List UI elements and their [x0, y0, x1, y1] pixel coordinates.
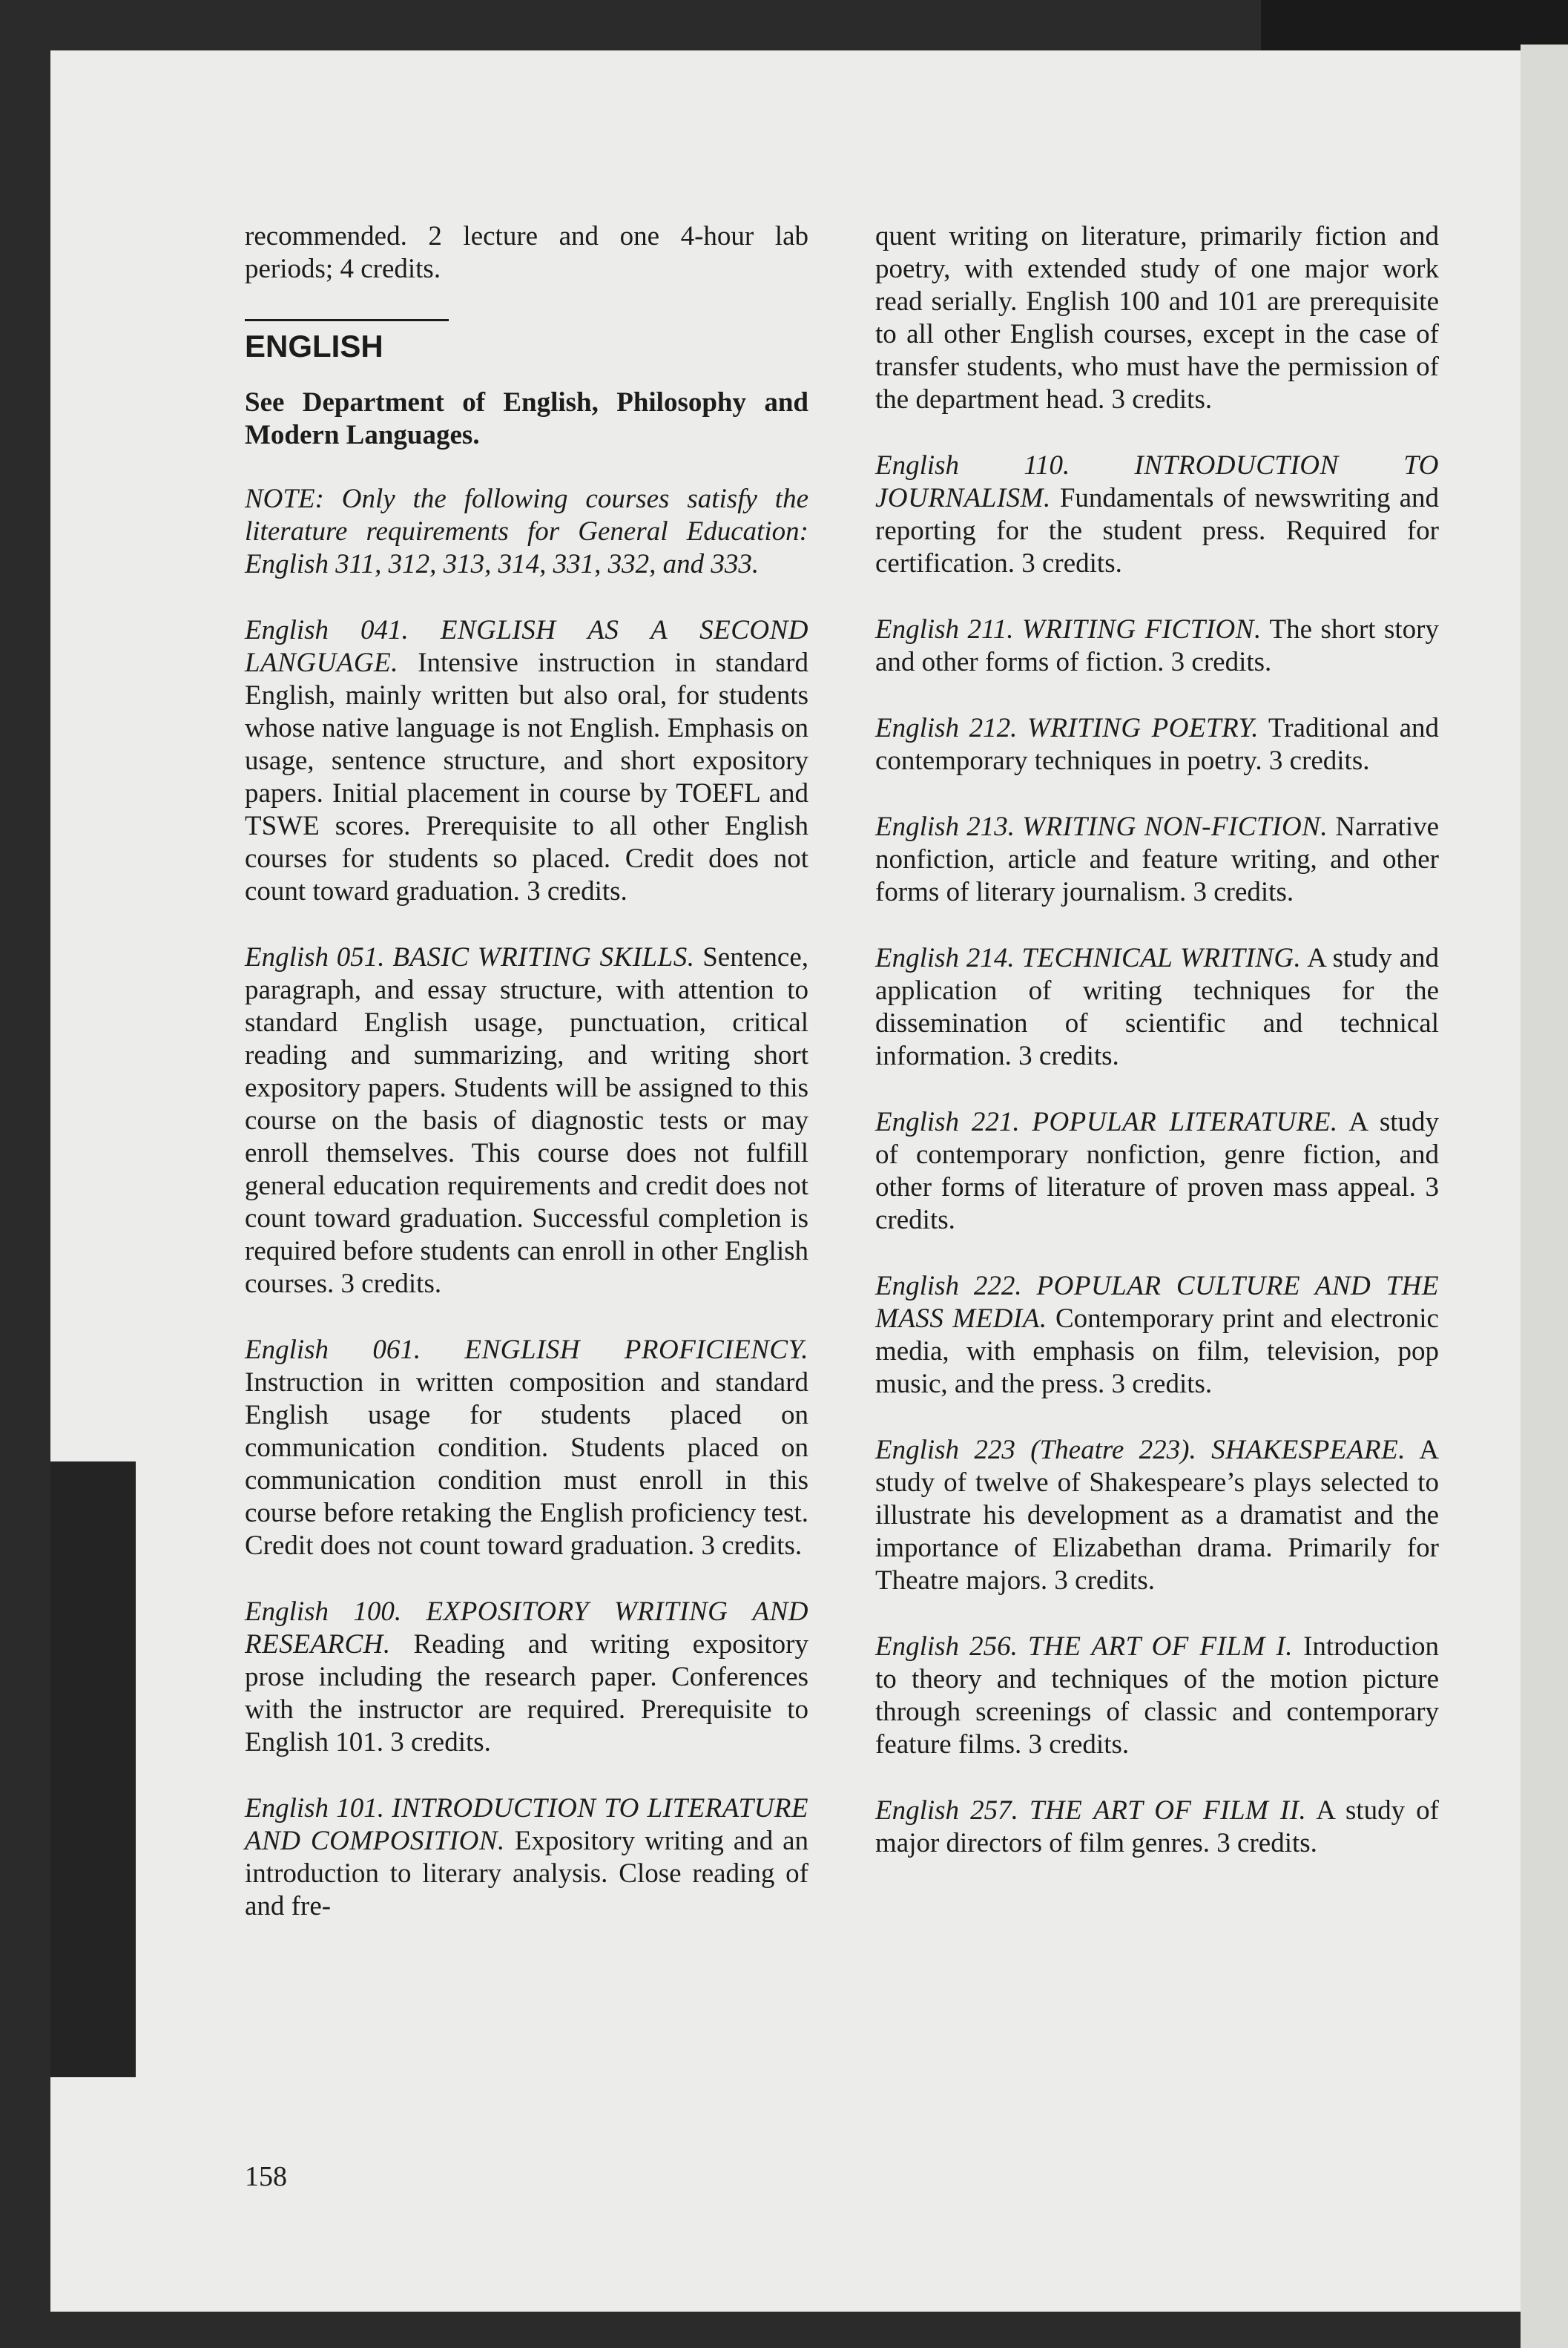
- course-entry: [245, 1792, 808, 1923]
- course-number: English 101.: [245, 1793, 385, 1824]
- scan-border: [1261, 0, 1568, 50]
- course-entry: [245, 1334, 808, 1562]
- course-entry: [875, 614, 1439, 679]
- course-title: POPULAR CULTURE AND THE MASS MEDIA.: [875, 1271, 1439, 1334]
- course-number: English 051.: [245, 942, 385, 973]
- course-description: Sentence, paragraph, and essay structure, with attention to standard English usage, punctuation, critical reading and summarizing, and writing short expository papers. Students will be assigned to this course on the basis of diagnostic tests or may enroll themselves. This course does not fulfill general education requirements and credit does not count toward graduation. Successful completion is required before students can enroll in other English courses. 3 credits.: [245, 942, 809, 1299]
- course-entry: [875, 1434, 1439, 1597]
- course-description: Contemporary print and electronic media, with emphasis on film, television, pop music, and the press. 3 credits.: [875, 1303, 1439, 1399]
- left-column: [245, 220, 808, 1956]
- course-number: English 213.: [875, 812, 1015, 842]
- course-title: EXPOSITORY WRITING AND RESEARCH.: [245, 1596, 809, 1660]
- page-number: 158: [245, 2161, 287, 2192]
- gen-ed-note: NOTE: Only the following courses satisfy the literature requirements for General Education: English 311, 312, 313, 314, 331, 332, and 333.: [245, 484, 808, 579]
- course-title: THE ART OF FILM I.: [1028, 1631, 1293, 1662]
- course-title: INTRODUCTION TO JOURNALISM.: [875, 450, 1439, 513]
- course-title: TECHNICAL WRITING.: [1021, 943, 1302, 973]
- course-title: BASIC WRITING SKILLS.: [392, 942, 695, 973]
- course-description: Reading and writing expository prose including the research paper. Conferences with the instructor are required. Prerequisite to English 101. 3 credits.: [245, 1629, 809, 1757]
- course-entry: [875, 1795, 1439, 1860]
- course-entry: [245, 1596, 808, 1759]
- right-column: [875, 220, 1439, 1893]
- continuation-text: quent writing on literature, primarily fiction and poetry, with extended study of one major work read serially. English 100 and 101 are prerequisite to all other English courses, except in the case of transfer students, who must have the permission of the department head. 3 credits.: [875, 221, 1439, 415]
- course-number: English 256.: [875, 1631, 1018, 1662]
- course-description: The short story and other forms of fiction. 3 credits.: [875, 614, 1439, 677]
- thumb-index-tab: [50, 1461, 136, 2077]
- course-description: Instruction in written composition and standard English usage for students placed on communication condition. Students placed on communication condition must enroll in this course before retaking the English proficiency test. Credit does not count toward graduation. 3 credits.: [245, 1367, 808, 1561]
- course-title: WRITING FICTION.: [1022, 614, 1262, 645]
- course-number: English 110.: [875, 450, 1070, 481]
- see-department: See Department of English, Philosophy and Modern Languages.: [245, 387, 808, 450]
- course-entry: [875, 450, 1439, 580]
- course-entry: [875, 942, 1439, 1073]
- next-page-edge: [1521, 45, 1568, 2348]
- course-number: English 100.: [245, 1596, 402, 1627]
- course-title: ENGLISH PROFICIENCY.: [464, 1335, 809, 1365]
- intro-text: recommended. 2 lecture and one 4-hour lab periods; 4 credits.: [245, 221, 808, 284]
- course-description: Traditional and contemporary techniques in poetry. 3 credits.: [875, 713, 1440, 776]
- course-description: A study of twelve of Shakespeare’s plays selected to illustrate his development as a dramatist and the importance of Elizabethan drama. Primarily for Theatre majors. 3 credits.: [875, 1435, 1439, 1596]
- course-entry: [875, 1631, 1439, 1761]
- course-title: POPULAR LITERATURE.: [1032, 1107, 1338, 1137]
- course-entry: [245, 614, 808, 908]
- course-description: Fundamentals of newswriting and reporting for the student press. Required for certification. 3 credits.: [875, 483, 1440, 579]
- course-title: INTRODUCTION TO LITERATURE AND COMPOSITION.: [245, 1793, 809, 1856]
- course-number: English 041.: [245, 615, 409, 645]
- course-number: English 222.: [875, 1271, 1022, 1301]
- course-description: A study of contemporary nonfiction, genre fiction, and other forms of literature of proven mass appeal. 3 credits.: [875, 1107, 1440, 1235]
- course-title: THE ART OF FILM II.: [1029, 1795, 1307, 1826]
- course-description: Intensive instruction in standard English, mainly written but also oral, for students whose native language is not English. Emphasis on usage, sentence structure, and short expository papers. Initial placement in course by TOEFL and TSWE scores. Prerequisite to all other English courses for students so placed. Credit does not count toward graduation. 3 credits.: [245, 648, 808, 907]
- course-description: Narrative nonfiction, article and feature writing, and other forms of literary journalism. 3 credits.: [875, 812, 1440, 907]
- course-title: WRITING POETRY.: [1027, 713, 1259, 743]
- course-title: SHAKESPEARE.: [1211, 1435, 1406, 1465]
- course-title: WRITING NON-FICTION.: [1022, 812, 1328, 842]
- course-entry: [875, 712, 1439, 777]
- course-entry: [875, 811, 1439, 909]
- course-title: ENGLISH AS A SECOND LANGUAGE.: [245, 615, 809, 678]
- department-heading: ENGLISH: [245, 329, 383, 364]
- course-number: English 257.: [875, 1795, 1018, 1826]
- course-description: A study of major directors of film genres. 3 credits.: [875, 1795, 1439, 1858]
- course-entry: [875, 1106, 1439, 1237]
- course-entry: [245, 941, 808, 1300]
- course-description: Introduction to theory and techniques of the motion picture through screenings of classic and contemporary feature films. 3 credits.: [875, 1631, 1440, 1760]
- course-number: English 212.: [875, 713, 1018, 743]
- course-entry: [875, 1270, 1439, 1401]
- course-number: English 221.: [875, 1107, 1020, 1137]
- course-number: English 223 (Theatre 223).: [875, 1435, 1196, 1465]
- course-number: English 214.: [875, 943, 1015, 973]
- section-rule: [245, 319, 449, 321]
- course-description: Expository writing and an introduction to literary analysis. Close reading of and fre-: [245, 1826, 809, 1921]
- course-number: English 211.: [875, 614, 1014, 645]
- course-number: English 061.: [245, 1335, 421, 1365]
- course-description: A study and application of writing techniques for the dissemination of scientific and technical information. 3 credits.: [875, 943, 1439, 1071]
